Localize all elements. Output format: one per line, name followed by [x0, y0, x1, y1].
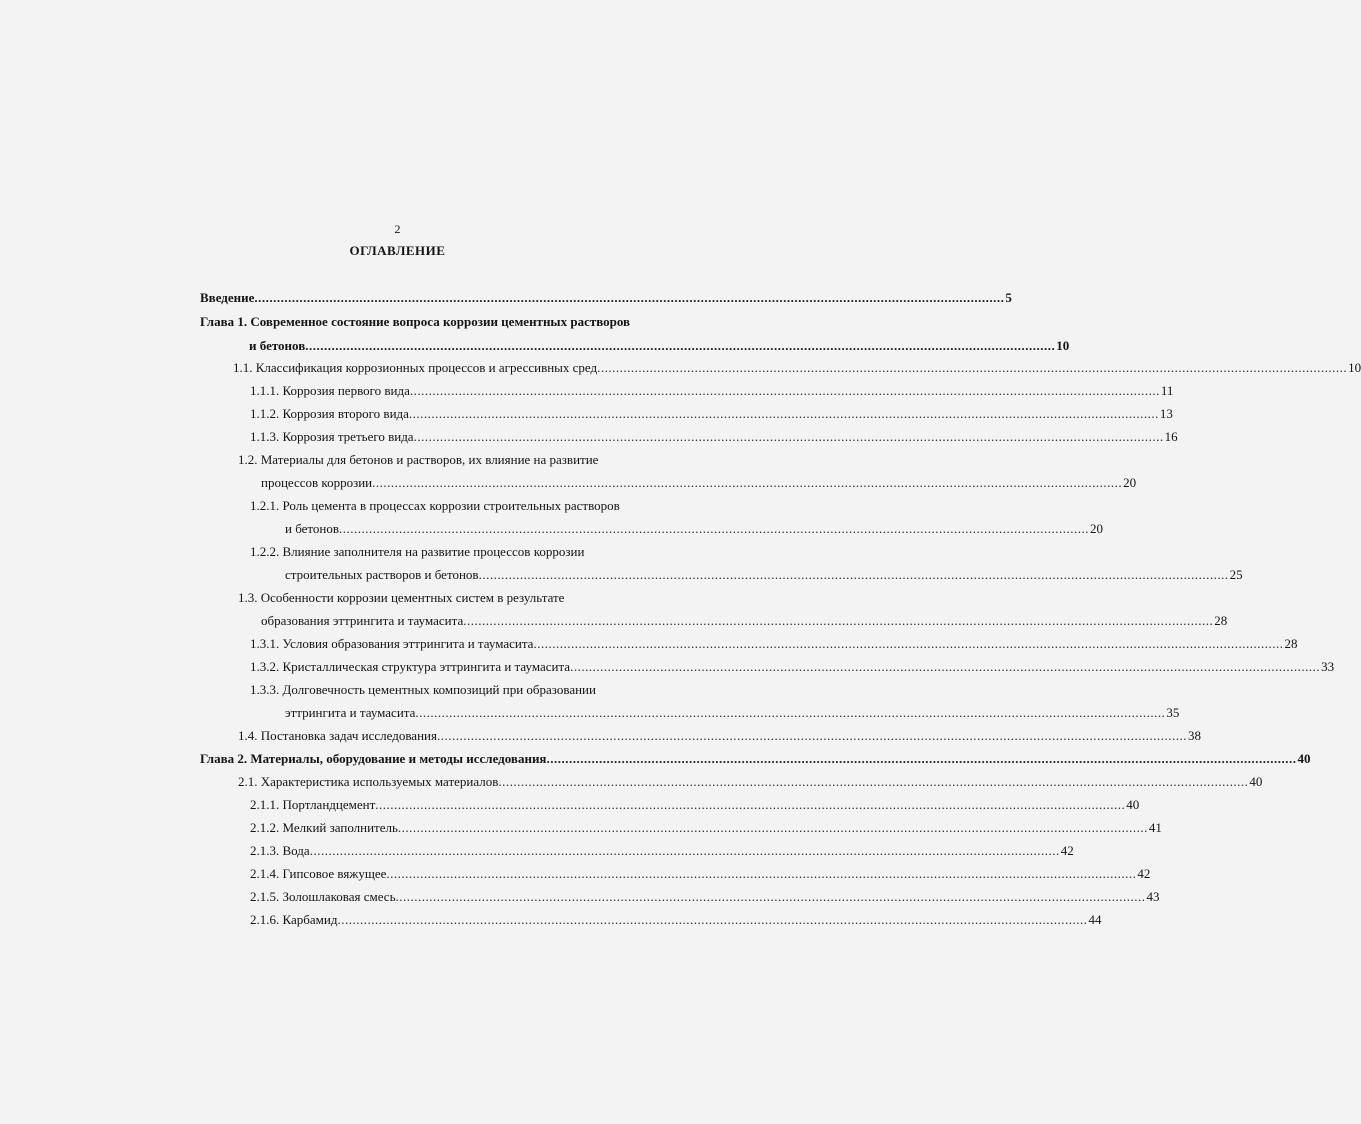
toc-entry-title: 2.1. Характеристика используемых материалов: [238, 774, 499, 789]
toc-entry-1-2-cont[interactable]: [261, 472, 1137, 494]
toc-entry-title: Глава 2. Материалы, оборудование и методы исследования: [200, 751, 547, 766]
toc-entry-title: 1.3.3. Долговечность цементных композиций при образовании: [250, 682, 596, 697]
toc-entry-chapter-1[interactable]: [200, 311, 634, 333]
toc-entry-title: образования эттрингита и таумасита: [261, 613, 464, 628]
toc-entry-title: 1.3.2. Кристаллическая структура эттрингита и таумасита: [250, 659, 571, 674]
toc-entry-page: 40: [1249, 774, 1263, 789]
toc-entry-2-1[interactable]: [238, 771, 1263, 793]
toc-leader-dots: ........................................................................................................................................................................................................: [546, 751, 1297, 766]
toc-entry-chapter-1-cont[interactable]: [249, 335, 1070, 357]
toc-entry-page: 10: [1056, 338, 1070, 353]
toc-entry-page: 40: [1126, 797, 1140, 812]
toc-entry-1-1-1[interactable]: [250, 380, 1174, 402]
toc-entry-title: 1.3. Особенности коррозии цементных систем в результате: [238, 590, 565, 605]
toc-leader-dots: ........................................................................................................................................................................................................: [498, 774, 1249, 789]
toc-leader-dots: ........................................................................................................................................................................................................: [395, 889, 1146, 904]
toc-entry-1-3-cont[interactable]: [261, 610, 1228, 632]
toc-entry-2-1-5[interactable]: [250, 886, 1160, 908]
toc-entry-page: 5: [1005, 290, 1012, 305]
toc-entry-1-3-2[interactable]: [250, 656, 1335, 678]
toc-leader-dots: ........................................................................................................................................................................................................: [309, 843, 1060, 858]
toc-entry-1-3-3[interactable]: [250, 679, 634, 701]
toc-entry-introduction[interactable]: [200, 287, 1012, 309]
toc-entry-title: 2.1.3. Вода: [250, 843, 310, 858]
toc-entry-page: 44: [1088, 912, 1102, 927]
toc-leader-dots: ........................................................................................................................................................................................................: [597, 360, 1348, 375]
toc-entry-title: эттрингита и таумасита: [285, 705, 416, 720]
toc-entry-title: и бетонов: [285, 521, 340, 536]
toc-leader-dots: ........................................................................................................................................................................................................: [254, 290, 1005, 305]
toc-entry-1-4[interactable]: [238, 725, 1201, 747]
toc-leader-dots: ........................................................................................................................................................................................................: [533, 636, 1284, 651]
toc-entry-1-3-3-cont[interactable]: [285, 702, 1180, 724]
toc-entry-title: процессов коррозии: [261, 475, 373, 490]
toc-entry-title: 1.2.2. Влияние заполнителя на развитие процессов коррозии: [250, 544, 585, 559]
toc-leader-dots: ........................................................................................................................................................................................................: [413, 429, 1164, 444]
toc-entry-title: 1.1.2. Коррозия второго вида: [250, 406, 409, 421]
toc-entry-title: 1.4. Постановка задач исследования: [238, 728, 437, 743]
toc-entry-chapter-2[interactable]: [200, 748, 1311, 770]
toc-leader-dots: ........................................................................................................................................................................................................: [409, 383, 1160, 398]
toc-leader-dots: ........................................................................................................................................................................................................: [415, 705, 1166, 720]
toc-entry-1-1-2[interactable]: [250, 403, 1173, 425]
toc-heading: ОГЛАВЛЕНИЕ: [349, 243, 446, 258]
toc-leader-dots: ........................................................................................................................................................................................................: [337, 912, 1088, 927]
toc-entry-1-1-3[interactable]: [250, 426, 1178, 448]
toc-entry-title: 2.1.1. Портландцемент: [250, 797, 376, 812]
toc-entry-page: 40: [1297, 751, 1311, 766]
toc-entry-title: и бетонов: [249, 338, 306, 353]
toc-leader-dots: ........................................................................................................................................................................................................: [339, 521, 1090, 536]
toc-entry-title: 2.1.4. Гипсовое вяжущее: [250, 866, 387, 881]
toc-entry-page: 10: [1348, 360, 1361, 375]
toc-entry-title: 1.2. Материалы для бетонов и растворов, их влияние на развитие: [238, 452, 599, 467]
toc-entry-page: 28: [1214, 613, 1228, 628]
toc-entry-2-1-6[interactable]: [250, 909, 1102, 931]
toc-leader-dots: ........................................................................................................................................................................................................: [372, 475, 1123, 490]
toc-entry-page: 42: [1060, 843, 1074, 858]
toc-leader-dots: ........................................................................................................................................................................................................: [397, 820, 1148, 835]
toc-entry-title: 1.1.1. Коррозия первого вида: [250, 383, 410, 398]
toc-entry-page: 20: [1090, 521, 1104, 536]
toc-entry-page: 41: [1148, 820, 1162, 835]
toc-leader-dots: ........................................................................................................................................................................................................: [463, 613, 1214, 628]
toc-entry-1-2-2[interactable]: [250, 541, 634, 563]
toc-entry-page: 38: [1187, 728, 1201, 743]
toc-entry-title: 2.1.2. Мелкий заполнитель: [250, 820, 398, 835]
toc-entry-1-2[interactable]: [238, 449, 634, 471]
toc-leader-dots: ........................................................................................................................................................................................................: [386, 866, 1137, 881]
toc-leader-dots: ........................................................................................................................................................................................................: [408, 406, 1159, 421]
toc-entry-page: 25: [1229, 567, 1243, 582]
toc-entry-page: 42: [1137, 866, 1151, 881]
toc-entry-title: 2.1.6. Карбамид: [250, 912, 338, 927]
toc-entry-title: 1.1. Классификация коррозионных процессов и агрессивных сред: [233, 360, 598, 375]
toc-entry-page: 11: [1160, 383, 1174, 398]
toc-entry-page: 28: [1284, 636, 1298, 651]
toc-leader-dots: ........................................................................................................................................................................................................: [305, 338, 1056, 353]
toc-entry-1-2-1-cont[interactable]: [285, 518, 1104, 540]
toc-entry-2-1-1[interactable]: [250, 794, 1140, 816]
toc-entry-title: 2.1.5. Золошлаковая смесь: [250, 889, 396, 904]
toc-entry-title: 1.1.3. Коррозия третьего вида: [250, 429, 414, 444]
toc-entry-page: 35: [1166, 705, 1180, 720]
toc-entry-1-2-2-cont[interactable]: [285, 564, 1243, 586]
toc-leader-dots: ........................................................................................................................................................................................................: [436, 728, 1187, 743]
toc-entry-title: Глава 1. Современное состояние вопроса коррозии цементных растворов: [200, 314, 631, 329]
toc-entry-title: строительных растворов и бетонов: [285, 567, 479, 582]
toc-entry-2-1-2[interactable]: [250, 817, 1162, 839]
toc-entry-2-1-3[interactable]: [250, 840, 1074, 862]
toc-entry-2-1-4[interactable]: [250, 863, 1151, 885]
toc-entry-page: 43: [1146, 889, 1160, 904]
toc-leader-dots: ........................................................................................................................................................................................................: [375, 797, 1126, 812]
toc-leader-dots: ........................................................................................................................................................................................................: [478, 567, 1229, 582]
toc-entry-title: 1.3.1. Условия образования эттрингита и таумасита: [250, 636, 534, 651]
toc-entry-1-2-1[interactable]: [250, 495, 634, 517]
toc-entry-page: 20: [1123, 475, 1137, 490]
page-number: 2: [394, 222, 401, 236]
toc-entry-page: 33: [1321, 659, 1335, 674]
toc-entry-1-3[interactable]: [238, 587, 634, 609]
toc-entry-page: 13: [1159, 406, 1173, 421]
toc-entry-page: 16: [1164, 429, 1178, 444]
toc-entry-title: Введение: [200, 290, 255, 305]
toc-entry-1-1[interactable]: [233, 357, 1361, 379]
toc-leader-dots: ........................................................................................................................................................................................................: [570, 659, 1321, 674]
toc-entry-title: 1.2.1. Роль цемента в процессах коррозии строительных растворов: [250, 498, 620, 513]
toc-entry-1-3-1[interactable]: [250, 633, 1298, 655]
